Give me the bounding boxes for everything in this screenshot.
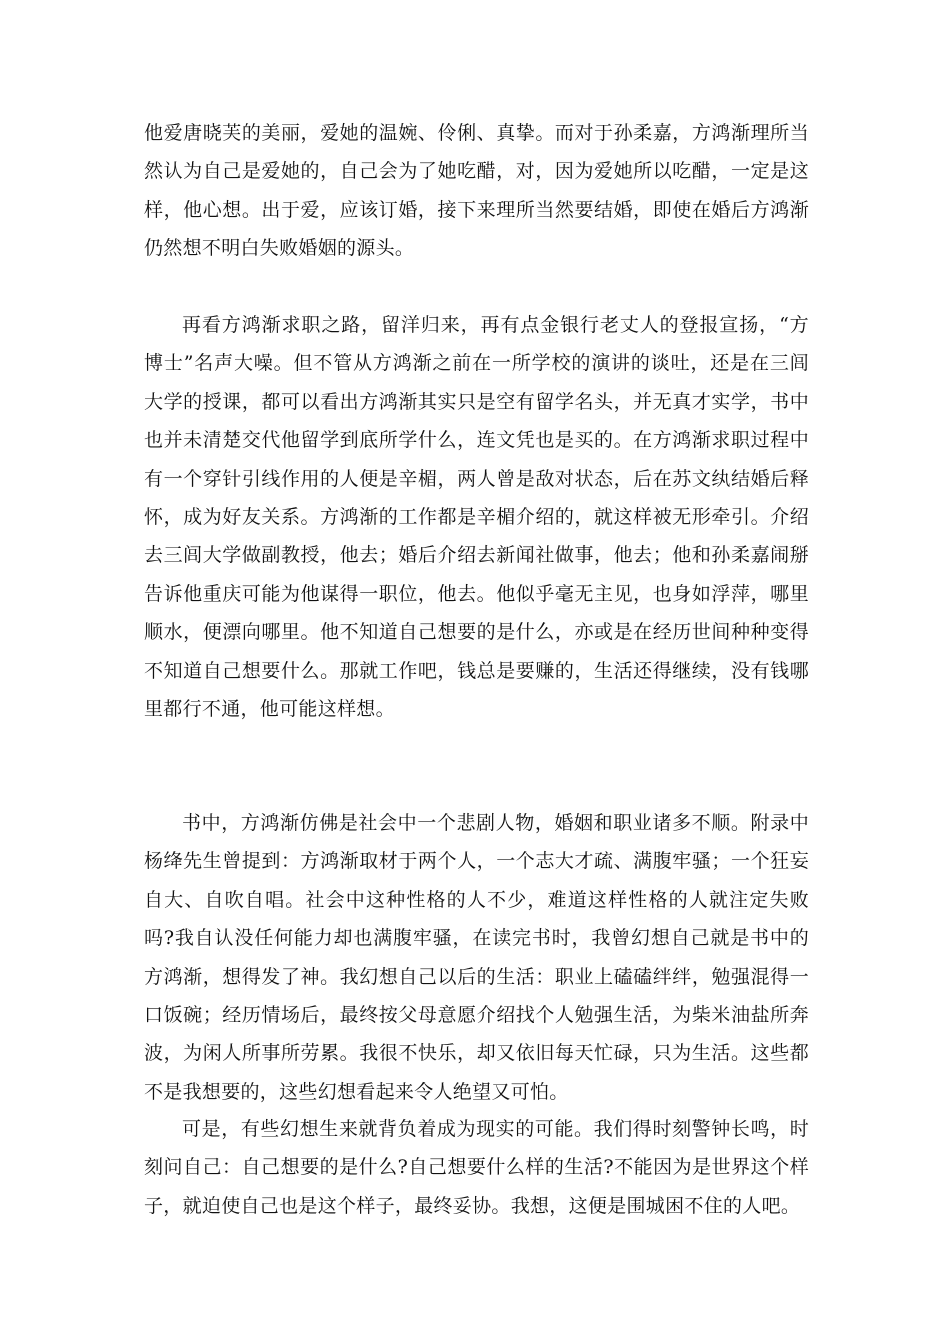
paragraph-3: 书中，方鸿渐仿佛是社会中一个悲剧人物，婚姻和职业诸多不顺。附录中杨绛先生曾提到：方鸿渐取材于两个人，一个志大才疏、满腹牢骚；一个狂妄自大、自吹自唱。社会中这种性格的人不少，难道这样性格的人就注定失败吗?我自认没任何能力却也满腹牢骚，在读完书时，我曾幻想自己就是书中的方鸿渐，想得发了神。我幻想自己以后的生活：职业上磕磕绊绊，勉强混得一口饭碗；经历情场后，最终按父母意愿介绍找个人勉强生活，为柴米油盐所奔波，为闲人所事所劳累。我很不快乐，却又依旧每天忙碌，只为生活。这些都不是我想要的，这些幻想看起来令人绝望又可怕。 [144, 812, 809, 1103]
paragraph-1: 他爱唐晓芙的美丽，爱她的温婉、伶俐、真挚。而对于孙柔嘉，方鸿渐理所当然认为自己是爱她的，自己会为了她吃醋，对，因为爱她所以吃醋，一定是这样，他心想。出于爱，应该订婚，接下来理所当然要结婚，即使在婚后方鸿渐仍然想不明白失败婚姻的源头。 [144, 122, 809, 260]
paragraph-2: 再看方鸿渐求职之路，留洋归来，再有点金银行老丈人的登报宣扬，“方博士”名声大噪。但不管从方鸿渐之前在一所学校的演讲的谈吐，还是在三闾大学的授课，都可以看出方鸿渐其实只是空有留学名头，并无真才实学，书中也并未清楚交代他留学到底所学什么，连文凭也是买的。在方鸿渐求职过程中有一个穿针引线作用的人便是辛楣，两人曾是敌对状态，后在苏文纨结婚后释怀，成为好友关系。方鸿渐的工作都是辛楣介绍的，就这样被无形牵引。介绍去三闾大学做副教授，他去；婚后介绍去新闻社做事，他去；他和孙柔嘉闹掰告诉他重庆可能为他谋得一职位，他去。他似乎毫无主见，也身如浮萍，哪里顺水，便漂向哪里。他不知道自己想要的是什么，亦或是在经历世间种种变得不知道自己想要什么。那就工作吧，钱总是要赚的，生活还得继续，没有钱哪里都行不通，他可能这样想。 [144, 314, 809, 721]
paragraph-4: 可是，有些幻想生来就背负着成为现实的可能。我们得时刻警钟长鸣，时刻问自己：自己想要的是什么?自己想要什么样的生活?不能因为是世界这个样子，就迫使自己也是这个样子，最终妥协。我想，这便是围城困不住的人吧。 [144, 1118, 809, 1217]
